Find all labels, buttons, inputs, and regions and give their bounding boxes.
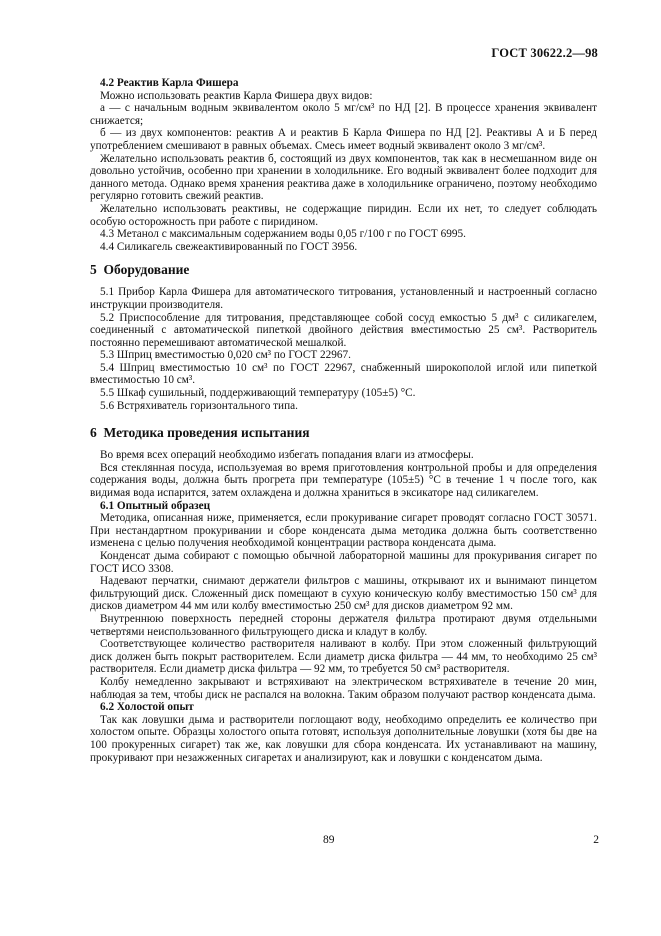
paragraph: Соответствующее количество растворителя наливают в колбу. При этом сложенный фильтрующий диск должен быть покрыт растворителем. Если диаметр диска фильтра — 44 мм, то необходимо 25 см³ растворителя. Если диаметр диска фильтра — 92 мм, то требуется 50 см³ растворителя. — [90, 638, 597, 676]
subsection-heading-6-1 — [90, 500, 597, 513]
paragraph: 5.5 Шкаф сушильный, поддерживающий температуру (105±5) °С. — [100, 387, 416, 400]
paragraph: 5.4 Шприц вместимостью 10 см³ по ГОСТ 22967, снабженный широкополой иглой или пипеткой вместимостью 10 см³. — [90, 361, 597, 387]
sheet-number: 2 — [593, 834, 599, 846]
paragraph: Желательно использовать реактив б, состоящий из двух компонентов, так как в несмешанном виде он довольно устойчив, особенно при хранении в холодильнике. Его водный эквивалент более подходит для данного метода. Однако время хранения реактива даже в холодильнике ограничено, поэтому необходимо регулярно готовить свежий реактив. — [90, 152, 597, 203]
paragraph: а — с начальным водным эквивалентом около 5 мг/см³ по НД [2]. В процессе хранения эквивалент снижается; — [90, 102, 597, 127]
paragraph: Внутреннюю поверхность передней стороны держателя фильтра протирают двумя отдельными четвертями неиспользованного фильтрующего диска и кладут в колбу. — [90, 612, 597, 638]
section-number: 5 — [90, 262, 97, 278]
paragraph: б — из двух компонентов: реактив А и реактив Б Карла Фишера по НД [2]. Реактивы А и Б перед употреблением смешивают в равных объемах. Смесь имеет водный эквивалент около 3 мг/см³. — [90, 127, 597, 152]
section-heading-5 — [90, 262, 597, 278]
paragraph: Конденсат дыма собирают с помощью обычной лабораторной машины для прокуривания сигарет по ГОСТ ИСО 3308. — [90, 550, 597, 575]
paragraph: 5.6 Встряхиватель горизонтального типа. — [100, 399, 298, 412]
paragraph: 4.4 Силикагель свежеактивированный по ГОСТ 3956. — [100, 240, 358, 253]
section-title: Оборудование — [103, 262, 190, 278]
paragraph: Желательно использовать реактивы, не содержащие пиридин. Если их нет, то следует соблюдать особую осторожность при работе с пиридином. — [90, 202, 597, 228]
subsection-number: 6.2 — [100, 701, 115, 714]
subsection-title: Реактив Карла Фишера — [116, 77, 239, 89]
paragraph: 5.2 Приспособление для титрования, представляющее собой сосуд емкостью 5 дм³ с силикагелем, соединенный с автоматической пипеткой двойного действия вместимостью 25 см³. Растворитель постоянно перемешивают автоматической мешалкой. — [90, 311, 597, 349]
paragraph: Надевают перчатки, снимают держатели фильтров с машины, открывают их и вынимают пинцетом фильтрующий диск. Сложенный диск помещают в сухую коническую колбу вместимостью 150 см³ для дисков диаметром 44 мм или колбу вместимостью 250 см³ для дисков диаметром 92 мм. — [90, 575, 597, 613]
paragraph: Во время всех операций необходимо избегать попадания влаги из атмосферы. — [100, 449, 474, 462]
paragraph: Можно использовать реактив Карла Фишера двух видов: — [100, 89, 373, 102]
paragraph: 5.3 Шприц вместимостью 0,020 см³ по ГОСТ 22967. — [100, 349, 351, 362]
paragraph: Колбу немедленно закрывают и встряхивают на электрическом встряхивателе в течение 20 мин, наблюдая за тем, чтобы диск не распался на волокна. Таким образом получают раствор конденсата дыма. — [90, 675, 597, 701]
section-title: Методика проведения испытания — [103, 425, 310, 441]
subsection-number: 4.2 — [100, 77, 115, 89]
paragraph: 5.1 Прибор Карла Фишера для автоматического титрования, установленный и настроенный согласно инструкции производителя. — [90, 286, 597, 311]
document-body — [90, 77, 597, 764]
paragraph: Вся стеклянная посуда, используемая во время приготовления контрольной пробы и для определения содержания воды, должна быть прогрета при температуре (105±5) °С в течение 1 ч после того, как видимая вода испарится, затем охлаждена и должна храниться в эксикаторе над силикагелем. — [90, 461, 597, 500]
subsection-heading-4-2 — [90, 77, 597, 90]
subsection-title: Холостой опыт — [116, 701, 194, 714]
section-heading-6 — [90, 425, 597, 441]
subsection-heading-6-2 — [90, 701, 597, 714]
document-header: ГОСТ 30622.2—98 — [491, 46, 598, 60]
paragraph: Методика, описанная ниже, применяется, если прокуривание сигарет проводят согласно ГОСТ 30571. При нестандартном прокуривании и сборе конденсата дыма методика должна быть соответственно изменена с целью получения необходимой концентрации раствора конденсата дыма. — [90, 512, 597, 550]
subsection-number: 6.1 — [100, 499, 115, 512]
subsection-title: Опытный образец — [116, 499, 211, 512]
section-number: 6 — [90, 425, 97, 441]
paragraph: Так как ловушки дыма и растворители поглощают воду, необходимо определить ее количество при холостом опыте. Образцы холостого опыта готовят, используя дополнительные ловушки (хотя бы две на 100 прокуренных сигарет) так же, как ловушки для сбора конденсата. Их устанавливают на машину, прокуривают при незажженных сигаретах и анализируют, как и ловушки с конденсатом дыма. — [90, 713, 597, 764]
page-number: 89 — [323, 834, 335, 846]
paragraph: 4.3 Метанол с максимальным содержанием воды 0,05 г/100 г по ГОСТ 6995. — [100, 228, 466, 241]
